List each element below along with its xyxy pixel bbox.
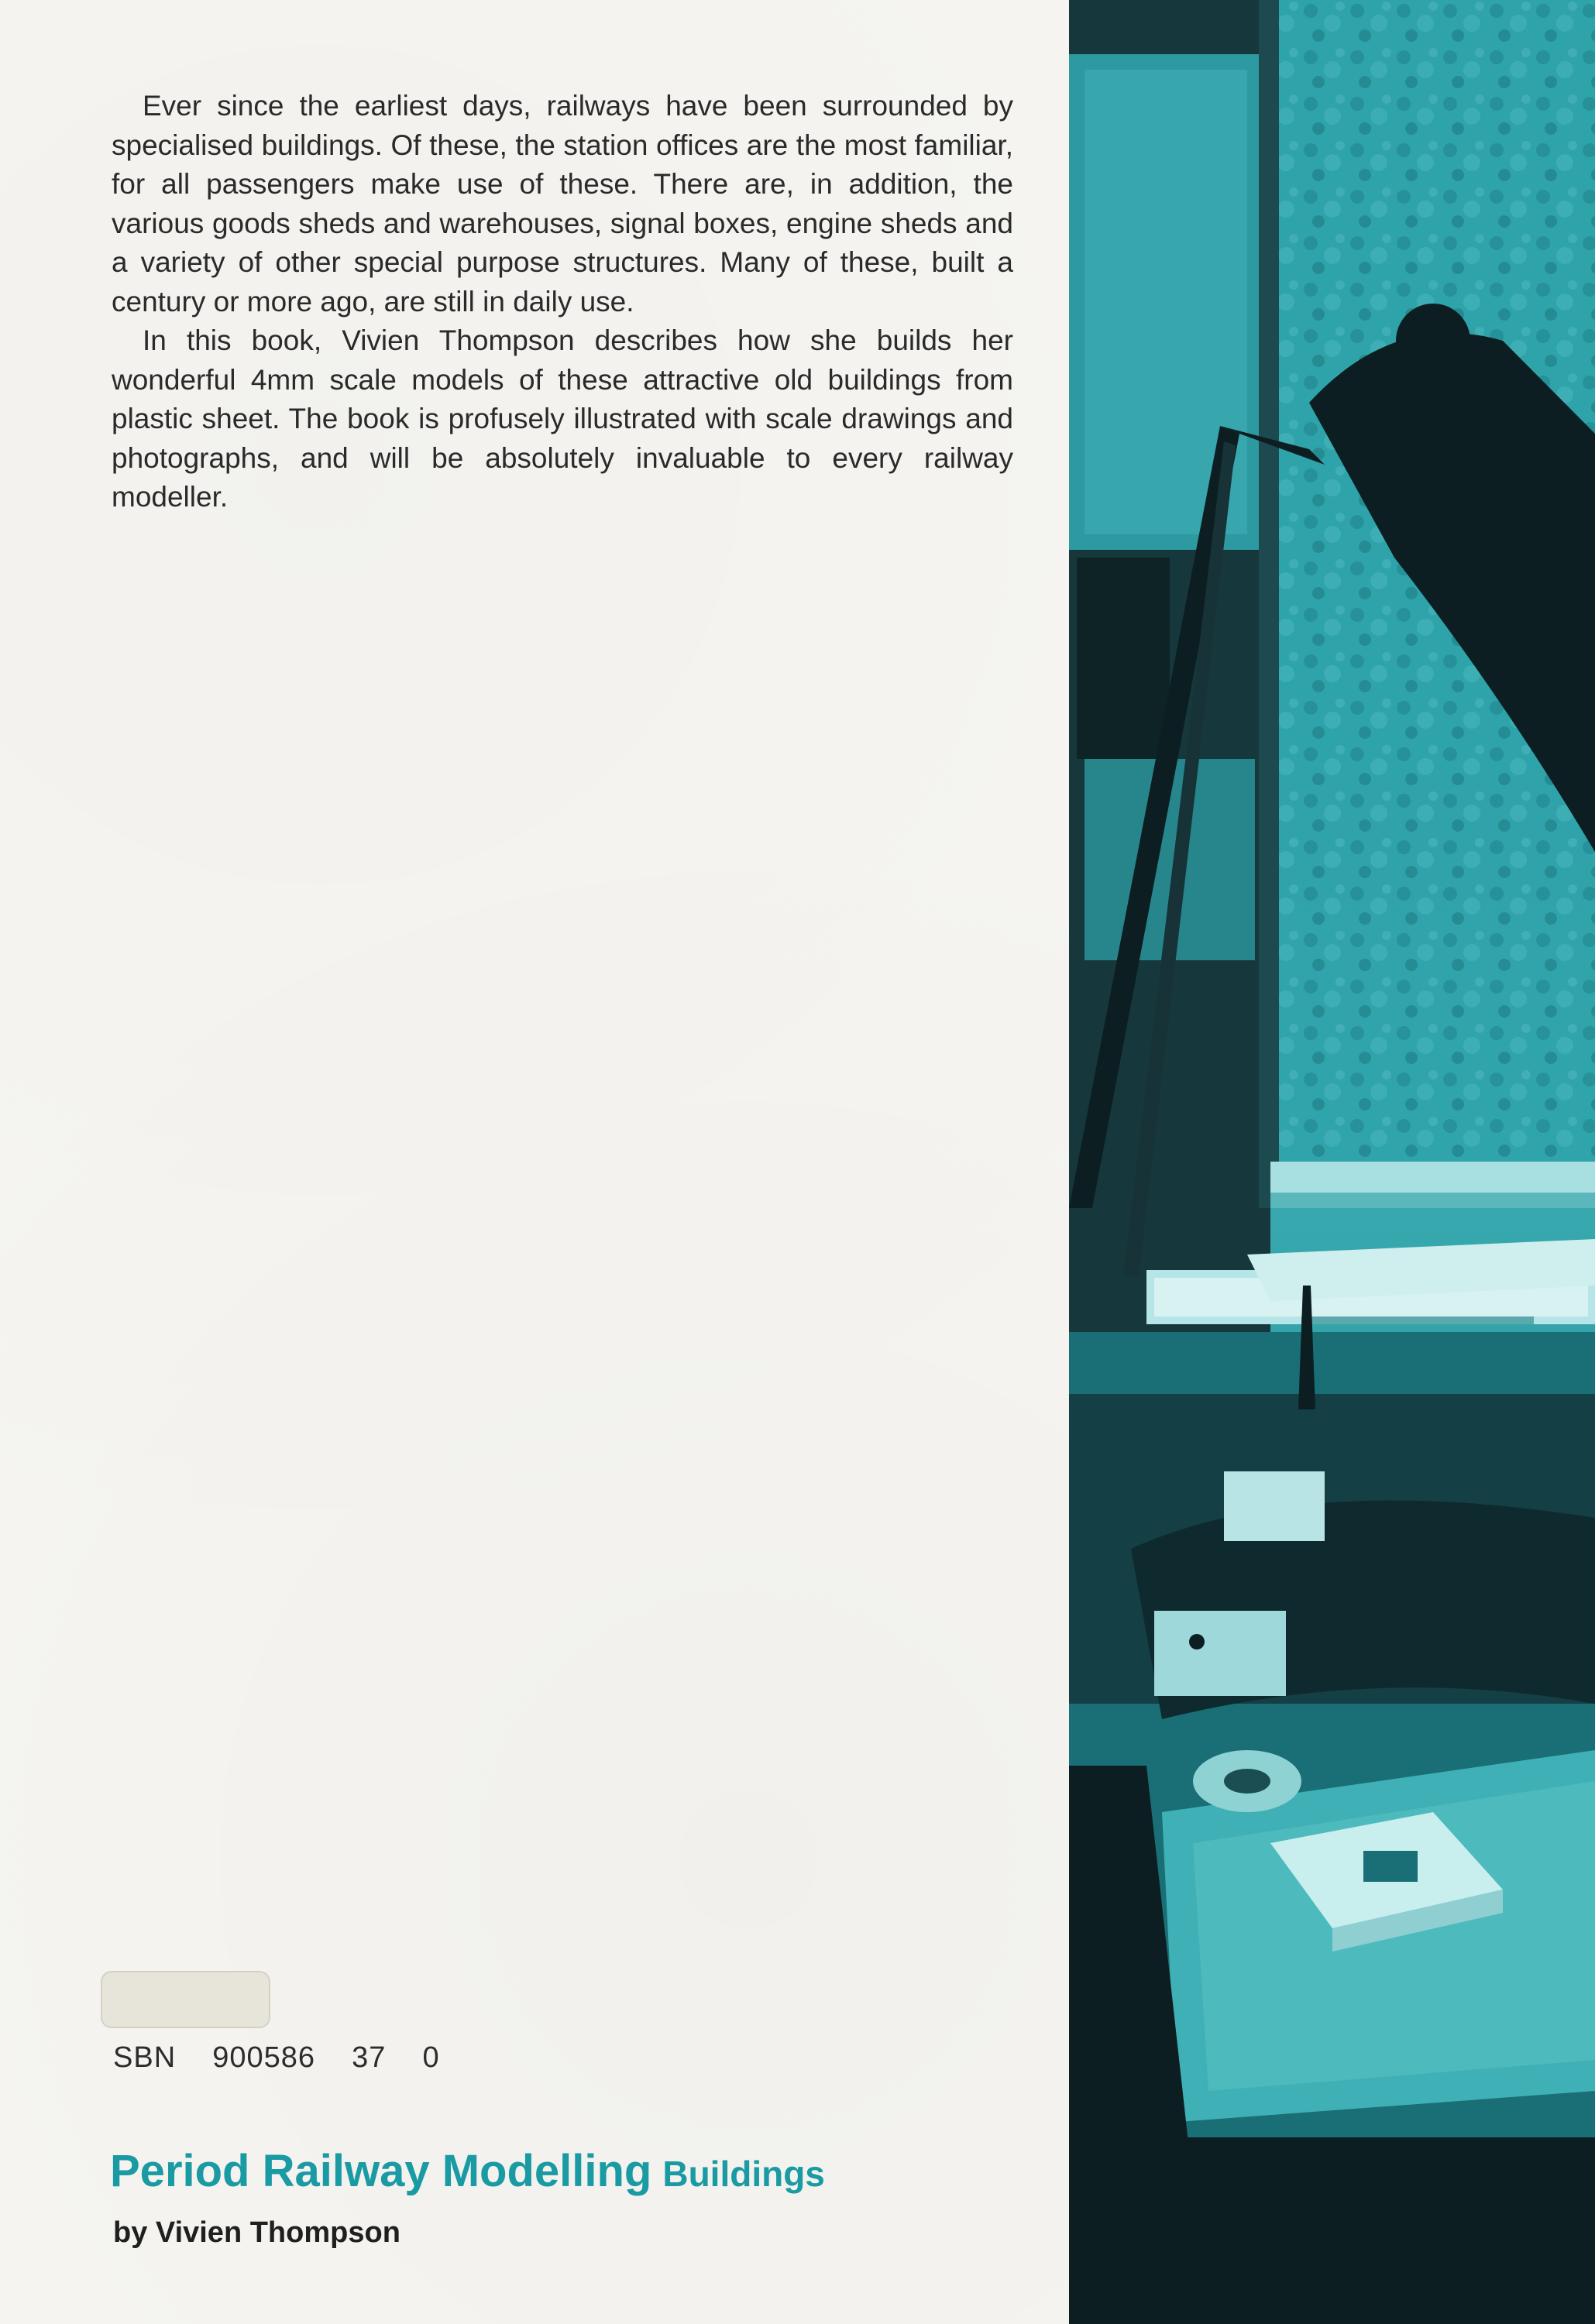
blurb-paragraph-2: In this book, Vivien Thompson describes how she builds her wonderful 4mm scale models of these attractive old buildings from plastic sheet. The book is profusely illustrated with scale drawings and photographs, and will be absolutely invaluable to every railway modeller.	[112, 324, 1013, 513]
workbench-photo-icon	[1069, 0, 1595, 2324]
book-author: by Vivien Thompson	[113, 2216, 400, 2249]
sticker-residue	[101, 1971, 270, 2028]
sbn-number: SBN 900586 37 0	[113, 2041, 440, 2074]
book-title-main: Period Railway Modelling	[110, 2146, 652, 2196]
workbench-photo-svg	[1069, 0, 1595, 2324]
book-title-sub: Buildings	[662, 2154, 825, 2194]
blurb-paragraph-1: Ever since the earliest days, railways have been surrounded by specialised buildings. Of these, the station offices are the most familiar, for all passengers make use of these. There are, in addition, the various goods sheds and warehouses, signal boxes, engine sheds and a variety of other special purpose structures. Many of these, built a century or more ago, are still in daily use.	[112, 90, 1013, 318]
book-title	[110, 2145, 825, 2197]
blurb-text	[112, 87, 1013, 517]
